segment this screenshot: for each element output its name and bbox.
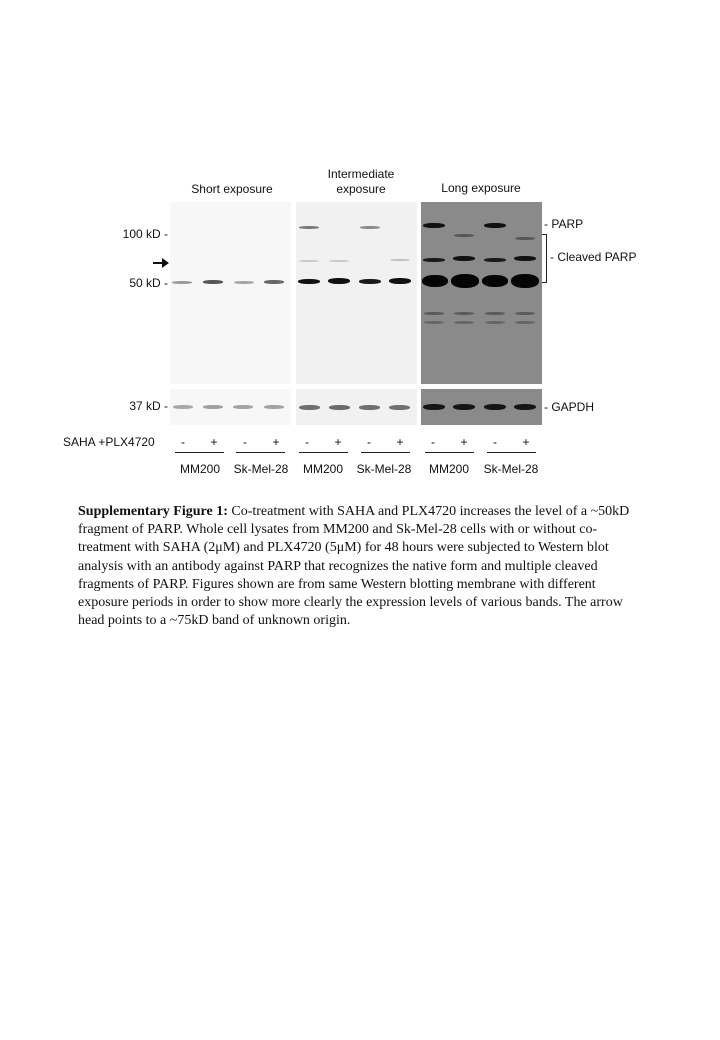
marker-100kd: 100 kD - (122, 227, 168, 241)
band (264, 280, 284, 284)
band (172, 281, 192, 284)
figure-caption (78, 503, 644, 630)
group-underline (425, 452, 474, 453)
band (299, 226, 319, 229)
header-short-exposure: Short exposure (191, 182, 273, 196)
treatment-sign: - (243, 435, 247, 449)
header-long-exposure: Long exposure (441, 181, 521, 195)
band (484, 404, 506, 410)
treatment-sign: - (181, 435, 185, 449)
band (454, 321, 474, 324)
band (515, 237, 535, 240)
band (299, 405, 320, 410)
label-gapdh: - GAPDH (544, 400, 595, 414)
band (484, 223, 506, 228)
band (264, 405, 284, 409)
band (485, 312, 505, 315)
band (451, 274, 479, 288)
cleaved-parp-bracket (542, 234, 547, 283)
group-underline (175, 452, 224, 453)
band (422, 275, 448, 287)
cell-line-label: MM200 (302, 462, 343, 476)
band (328, 278, 350, 284)
group-underline (299, 452, 348, 453)
cell-line-label: MM200 (428, 462, 469, 476)
treatment-sign: + (396, 435, 404, 449)
blot-short-parp (170, 202, 291, 384)
caption-body: Co-treatment with SAHA and PLX4720 increases the level of a ~50kD fragment of PARP. Whole cell lysates from MM200 and Sk-Mel-28 cells with or without co-treatment with SAHA (2μM) and PLX4720 (5μM) for 48 hours were subjected to Western blot analysis with an antibody against PARP that recognizes the native form and multiple cleaved fragments of PARP. Figures shown are from same Western blotting membrane with different exposure periods in order to show more clearly the expression levels of various bands. The arrow head points to a ~75kD band of unknown origin. (78, 504, 630, 629)
band (389, 278, 411, 284)
blot-intermediate-gapdh (296, 389, 417, 425)
treatment-sign: - (493, 435, 497, 449)
label-cleaved-parp: - Cleaved PARP (550, 250, 637, 264)
band (511, 274, 539, 288)
treatment-sign: + (272, 435, 280, 449)
treatment-sign: - (367, 435, 371, 449)
cell-line-label: Sk-Mel-28 (483, 462, 539, 476)
treatment-label: SAHA +PLX4720 (63, 435, 155, 449)
marker-50kd: 50 kD - (129, 276, 168, 290)
cell-line-label: Sk-Mel-28 (233, 462, 289, 476)
group-underline (236, 452, 285, 453)
treatment-sign: - (305, 435, 309, 449)
band (424, 321, 444, 324)
band (423, 223, 445, 228)
cell-line-label: MM200 (179, 462, 220, 476)
band (203, 405, 223, 409)
band (329, 405, 350, 410)
band (453, 256, 475, 261)
band (515, 321, 535, 324)
blot-long-gapdh (421, 389, 542, 425)
band (359, 279, 381, 284)
header-intermediate-exposure: Intermediate exposure (327, 167, 395, 196)
treatment-sign: + (522, 435, 530, 449)
band (173, 405, 193, 409)
band (515, 312, 535, 315)
band (485, 321, 505, 324)
band (424, 312, 444, 315)
label-parp: - PARP (544, 217, 584, 231)
band (359, 405, 380, 410)
band (298, 279, 320, 284)
blot-intermediate-parp (296, 202, 417, 384)
band (299, 260, 319, 262)
band (203, 280, 223, 284)
treatment-sign: - (431, 435, 435, 449)
band (389, 405, 410, 410)
treatment-sign: + (460, 435, 468, 449)
blot-short-gapdh (170, 389, 291, 425)
caption-heading: Supplementary Figure 1: (78, 504, 228, 519)
band (454, 312, 474, 315)
band (482, 275, 508, 287)
band (233, 405, 253, 409)
group-underline (361, 452, 410, 453)
band (484, 258, 506, 262)
band (390, 259, 410, 261)
group-underline (487, 452, 536, 453)
cell-line-label: Sk-Mel-28 (356, 462, 412, 476)
arrow-head-icon (152, 257, 170, 269)
band (360, 226, 380, 229)
treatment-sign: + (210, 435, 218, 449)
band (454, 234, 474, 237)
band (423, 258, 445, 262)
band (514, 404, 536, 410)
band (514, 256, 536, 261)
blot-long-parp (421, 202, 542, 384)
treatment-sign: + (334, 435, 342, 449)
marker-37kd: 37 kD - (129, 399, 168, 413)
band (234, 281, 254, 284)
band (423, 404, 445, 410)
band (329, 260, 349, 262)
band (453, 404, 475, 410)
